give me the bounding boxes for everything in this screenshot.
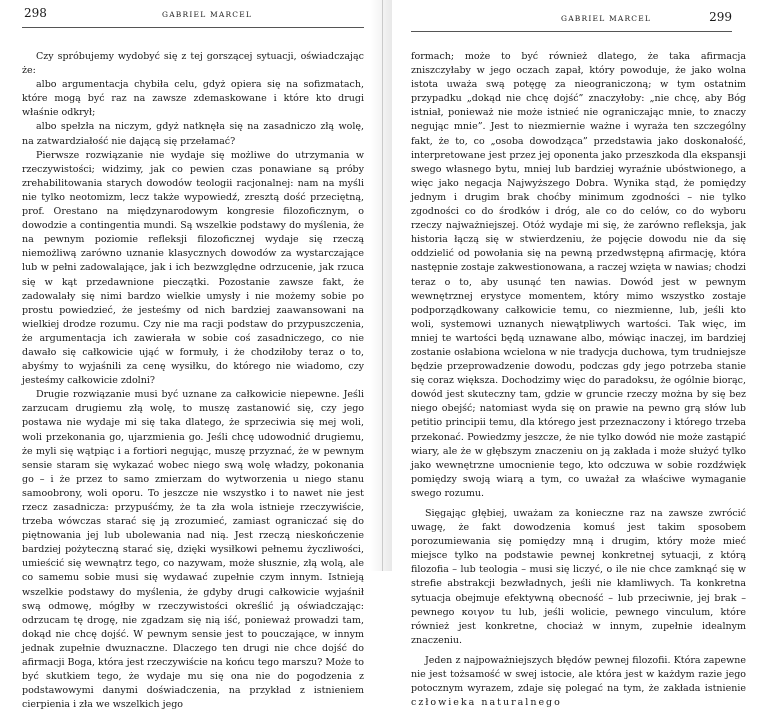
right-page: [382, 0, 760, 709]
right-header-rule: [411, 31, 732, 32]
paragraph: formach; może to być również dlatego, że taka afirmacja zniszczyłaby w jego oczach zapał, który powoduje, że jako wolna istota uważa swą potęgę za nieograniczoną; w tym ostatnim przypadku „dokąd nie chcę dojść” znaczyłoby: „nie chcę, aby Bóg istniał, ponieważ nie może istnieć nie ograniczając mnie, to znaczy negując mnie”. Jest to niezmiernie ważne i wyraża ten szczególny fakt, że to, co „osoba dowodząca” przedstawia jako doskonałość, interpretowane jest przez jej oponenta jako przeszkoda dla ekspansji swego własnego bytu, mniej lub bardziej wyraźnie ubóstwionego, a więc jako negacja Najwyższego Dobra. Wynika stąd, że pomiędzy jednym i drugim brak choćby minimum zgodności – nie tylko zgodności co do środków i dróg, ale co do celów, co do wyboru rzeczy najważniejszej. Otóż wydaje mi się, że zarówno refleksja, jak historia łączą się w stwierdzeniu, że pojęcie dowodu nie da się oddzielić od powołania się na pewną przedwstępną afirmację, która następnie zostaje zakwestionowana, a raczej wzięta w nawias; chodzi teraz o to, aby usunąć ten nawias. Dowód jest w pewnym wewnętrznej erystyce momentem, który mimo wszystko zostaje podporządkowany całkowicie temu, co niezmienne, lub, jeśli kto woli, systemowi uznanych niewątpliwych wartości. Tak więc, im mniej te wartości będą uznawane albo, mówiąc inaczej, im bardziej zostanie osłabiona wcielona w nie tradycja duchowa, tym trudniejsze będzie przeprowadzenie dowodu, podczas gdy jego potrzeba stanie się coraz większa. Dochodzimy więc do paradoksu, że ogólnie biorąc, dowód jest skuteczny tam, gdzie w gruncie rzeczy można by się bez niego obejść; natomiast wyda się on prawie na pewno grą słów lub petitio principii temu, dla którego jest przeznaczony i którego trzeba przekonać. Powiedzmy jeszcze, że nie tylko dowód nie może zastąpić wiary, ale że w głębszym znaczeniu on ją zakłada i może służyć tylko jako wewnętrzne umocnienie tego, kto odczuwa w sobie rozdźwięk pomiędzy swoją wiarą a tym, co uważał za właściwe wymaganie swego rozumu.: [411, 51, 746, 499]
paragraph: Czy spróbujemy wydobyć się z tej gorszącej sytuacji, oświadczając że:: [22, 51, 364, 77]
paragraph: albo argumentacja chybiła celu, gdyż opiera się na sofizmatach, które mogą być raz na zawsze zdemaskowane i które kto drugi właśnie odkrył;: [22, 79, 364, 119]
right-running-head-author: GABRIEL MARCEL: [561, 14, 652, 23]
left-page-number: 298: [24, 6, 47, 20]
left-header-rule: [22, 27, 364, 28]
spaced-emphasis: człowieka naturalnego: [411, 697, 562, 709]
paragraph: [411, 654, 746, 710]
right-body-text: [411, 50, 746, 710]
paragraph-text: Jeden z najpoważniejszych błędów pewnej filozofii. Która zapewne nie jest tożsamość w swej istocie, ale która jest w każdym razie jego potocznym wyrazem, zdaje się polegać na tym, że zakłada istnienie: [411, 654, 746, 695]
paragraph: albo spełzła na niczym, gdyż natknęła się na zasadniczo złą wolę, na zatwardziałość nie dającą się przełamać?: [22, 121, 364, 147]
left-running-head: [22, 0, 364, 50]
right-page-number: 299: [709, 10, 732, 24]
left-running-head-author: GABRIEL MARCEL: [162, 10, 253, 19]
right-running-head: [411, 0, 746, 50]
paragraph: Sięgając głębiej, uważam za konieczne raz na zawsze zwrócić uwagę, że fakt dowodzenia komuś jest takim sposobem porozumiewania się pomiędzy mną i drugim, który może mieć miejsce tylko na podstawie pewnej konkretnej sytuacji, z którą filozofia – lub teologia – musi się liczyć, o ile nie chce zamknąć się w strefie abstrakcji bezwładnych, jeśli nie kłamliwych. Ta konkretna sytuacja obejmuje efektywną obecność – lub przeciwnie, jej brak – pewnego κοιγον tu lub, jeśli wolicie, pewnego vinculum, które również jest konkretne, chociaż w innym, zupełnie idealnym znaczeniu.: [411, 508, 746, 646]
paragraph: Pierwsze rozwiązanie nie wydaje się możliwe do utrzymania w rzeczywistości; widzimy, jak co pewien czas ponawiane są próby zrehabilitowania starych dowodów teologii racjonalnej: nam na myśli nie tylko neotomizm, lecz także wypowiedź, zresztą dość przeciętną, prof. Orestano na międzynarodowym kongresie filozoficznym, o dowodzie a contingentia mundi. Są wszelkie podstawy do myślenia, że na pewnym poziomie refleksji filozoficznej wydaje się rzeczą niemożliwą zarówno uznanie klasycznych dowodów za wystarczające lub w pełni zadowalające, jak i ich bezwzględne odrzucenie, jak rzuca się w kąt przedawnione pieczątki. Pozostanie zawsze fakt, że zadowalały się nimi bardzo wielkie umysły i nie możemy sobie po prostu powiedzieć, że jesteśmy od nich bardziej zaawansowani na wielkiej drodze rozumu. Czy nie ma racji podstaw do przypuszczenia, że argumentacja ich zawierała w sobie coś zasadniczego, co nie dawało się całkowicie ująć w formuły, i że chodziłoby teraz o to, abyśmy to wyjaśnili za cenę wysiłku, do którego nie wiadomo, czy jesteśmy całkowicie zdolni?: [22, 149, 364, 387]
left-body-text: [22, 50, 364, 712]
paragraph: Drugie rozwiązanie musi być uznane za całkowicie niepewne. Jeśli zarzucam drugiemu złą wolę, to muszę zastanowić się, czy jego postawa nie wydaje mi się taka dlatego, że sprzeciwia się mej woli, woli przekonania go, ujarzmienia go. Jeśli chcę udowodnić drugiemu, że myli się wątpiąc i a fortiori negując, muszę przyznać, że w pewnym sensie staram się wykazać wobec niego swą wolę władzy, pokonania go – i że przez to samo zmierzam do wytworzenia u niego stanu samoobrony, woli oporu. To jeszcze nie wszystko i to nawet nie jest rzecz zasadnicza: przypuśćmy, że ta zła wola istnieje rzeczywiście, trzeba wówczas starać się ją zrozumieć, zamiast ograniczać się do piętnowania jej lub ubolewania nad nią. Jest rzeczą nieskończenie bardziej pożyteczną starać się, dzięki wysiłkowi pełnemu życzliwości, umieścić się wewnątrz tego, co nazywam, może słusznie, złą wolą, ale co samemu sobie musi się wydawać zupełnie czym innym. Istnieją wszelkie podstawy do myślenia, że gdyby drugi całkowicie wyjaśnił swą odmowę, mógłby w rzeczywistości określić ją oświadczając: odrzucam tę drogę, nie zgadzam się nią iść, ponieważ prowadzi tam, dokąd nie chcę dojść. W pewnym sensie jest to pouczające, w innym jednak zupełnie dwuznaczne. Dlaczego ten drugi nie chce dojść do afirmacji Boga, która jest rzeczywiście na końcu tego marszu? Może to być skutkiem tego, że wydaje mu się ona nie do pogodzenia z podstawowymi danymi doświadczenia, na przykład z istnieniem cierpienia i zła we wszelkich jego: [22, 389, 364, 711]
